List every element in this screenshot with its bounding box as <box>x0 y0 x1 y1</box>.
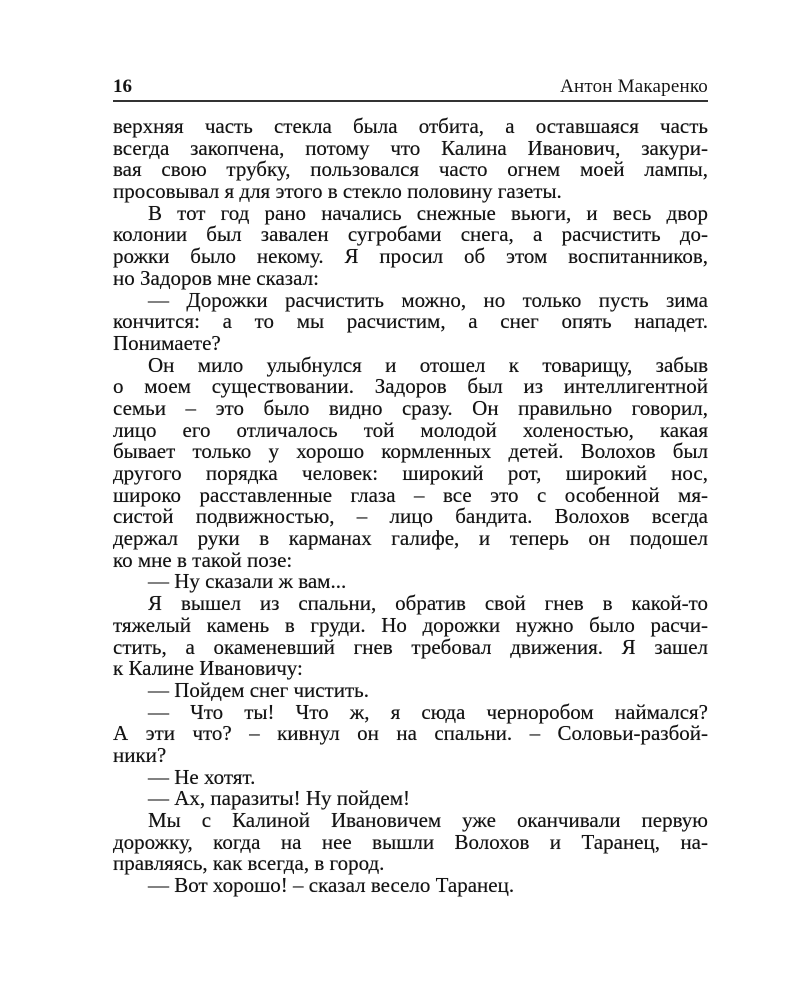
text-line: — Не хотят. <box>148 764 256 789</box>
page-number: 16 <box>113 76 132 97</box>
text-line: правляясь, как всегда, в город. <box>113 851 385 876</box>
text-line: вая свою трубку, пользовался часто огнем моей лампы, <box>113 157 708 182</box>
body-text <box>113 116 708 897</box>
text-line: — Ах, паразиты! Ну пойдем! <box>148 786 411 811</box>
text-line: — Вот хорошо! – сказал весело Таранец. <box>148 873 515 898</box>
text-line: — Что ты! Что ж, я сюда черноробом наймался? <box>148 699 708 724</box>
text-line: тяжелый камень в груди. Но дорожки нужно было расчи- <box>113 612 708 637</box>
text-line: дорожку, когда на нее вышли Волохов и Таранец, на- <box>113 829 708 854</box>
text-line: лицо его отличалось той молодой холеностью, какая <box>113 417 708 442</box>
text-line: но Задоров мне сказал: <box>113 265 319 290</box>
text-line: верхняя часть стекла была отбита, а оставшаяся часть <box>113 114 708 138</box>
text-line: А эти что? – кивнул он на спальни. – Соловьи-разбой- <box>113 721 708 746</box>
text-line: — Пойдем снег чистить. <box>148 677 369 702</box>
text-line: Понимаете? <box>113 330 221 355</box>
text-line: Он мило улыбнулся и отошел к товарищу, забыв <box>148 352 708 377</box>
text-line: семьи – это было видно сразу. Он правильно говорил, <box>113 395 708 420</box>
text-line: рожки было некому. Я просил об этом воспитанников, <box>113 244 708 269</box>
text-line: колонии был завален сугробами снега, а расчистить до- <box>113 222 708 247</box>
text-line: просовывал я для этого в стекло половину газеты. <box>113 179 562 204</box>
text-line: ники? <box>113 742 167 767</box>
text-line: — Дорожки расчистить можно, но только пусть зима <box>148 287 708 312</box>
text-line: стить, а окаменевший гнев требовал движения. Я зашел <box>113 634 708 659</box>
running-title: Антон Макаренко <box>560 76 708 97</box>
text-line: ко мне в такой позе: <box>113 547 293 572</box>
text-line: о моем существовании. Задоров был из интеллигентной <box>113 374 708 399</box>
text-line: систой подвижностью, – лицо бандита. Волохов всегда <box>113 504 708 529</box>
text-line: к Калине Ивановичу: <box>113 656 303 681</box>
text-line: держал руки в карманах галифе, и теперь он подошел <box>113 526 708 551</box>
running-header <box>113 74 708 102</box>
text-line: всегда закопчена, потому что Калина Иванович, закури- <box>113 135 708 160</box>
text-line: Мы с Калиной Ивановичем уже оканчивали первую <box>148 808 708 832</box>
text-line: бывает только у хорошо кормленных детей. Волохов был <box>113 439 708 464</box>
text-line: кончится: а то мы расчистим, а снег опять нападет. <box>113 309 708 334</box>
text-line: В тот год рано начались снежные вьюги, и весь двор <box>148 200 708 225</box>
text-line: Я вышел из спальни, обратив свой гнев в какой-то <box>148 591 708 616</box>
text-line: другого порядка человек: широкий рот, широкий нос, <box>113 461 708 485</box>
text-line: — Ну сказали ж вам... <box>148 569 347 594</box>
text-line: широко расставленные глаза – все это с особенной мя- <box>113 482 708 507</box>
